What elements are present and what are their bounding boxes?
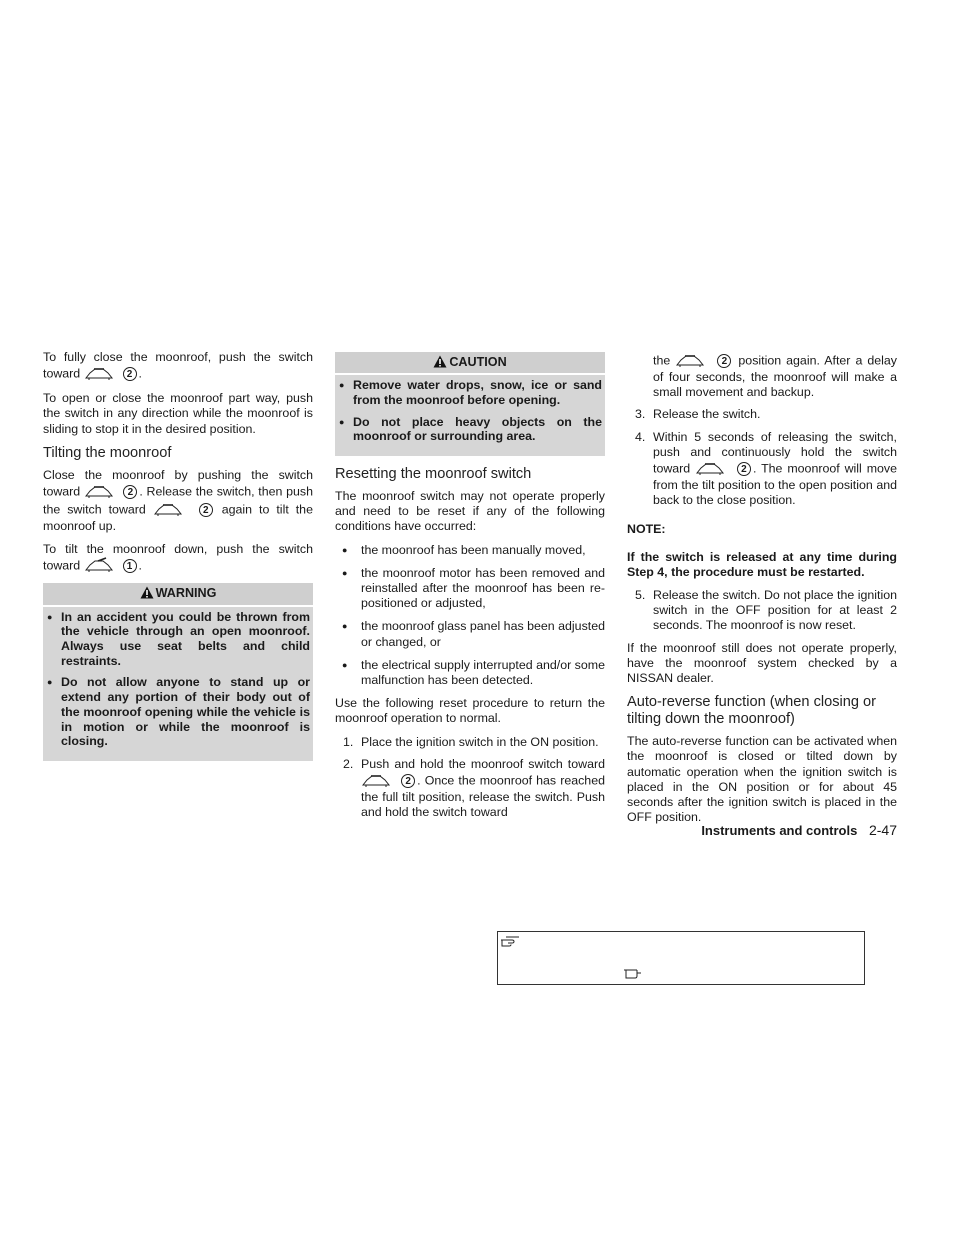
callout-2: 2 xyxy=(123,367,137,381)
paragraph-part-way: To open or close the moonroof part way, push the switch in any direction while the moonroof is sliding to stop it in the desired position. xyxy=(43,391,313,436)
list-item: ● the moonroof has been manually moved, xyxy=(335,543,605,558)
list-item: ● the electrical supply interrupted and/or some malfunction has been detected. xyxy=(335,658,605,688)
paragraph-tilt-up: Close the moonroof by pushing the switch toward 2 . Release the switch, then push the switch toward 2 again to tilt the moonroof up. xyxy=(43,467,313,534)
steps-list-continued xyxy=(627,352,897,508)
caution-item: ● Do not place heavy objects on the moonroof or surrounding area. xyxy=(335,415,605,444)
car-close-icon xyxy=(361,772,391,790)
heading-auto-reverse: Auto-reverse function (when closing or tilting down the moonroof) xyxy=(627,694,877,728)
paragraph-reset-intro: The moonroof switch may not operate properly and need to be reset if any of the following conditions have occurred: xyxy=(335,489,605,534)
conditions-list xyxy=(335,543,605,689)
paragraph-dealer: If the moonroof still does not operate properly, have the moonroof system checked by a NISSAN dealer. xyxy=(627,640,897,686)
callout-2: 2 xyxy=(717,354,731,368)
paragraph-tilt-down: To tilt the moonroof down, push the switch toward 1 . xyxy=(43,542,313,575)
warning-box xyxy=(43,583,313,761)
car-close-icon xyxy=(153,501,183,519)
callout-2: 2 xyxy=(401,774,415,788)
callout-2: 2 xyxy=(123,485,137,499)
page-footer xyxy=(600,822,897,838)
step-5: 5. Release the switch. Do not place the ignition switch in the OFF position for at least 2 seconds. The moonroof is now reset. xyxy=(635,588,897,633)
car-close-icon xyxy=(675,352,705,370)
paragraph-auto-reverse: The auto-reverse function can be activated when the moonroof is closed or tilted down by automatic operation when the ignition switch is placed in the ON position or for about 45 seconds after the ignition switch is placed in the OFF position. xyxy=(627,734,897,825)
note-text: If the switch is released at any time during Step 4, the procedure must be restarted. xyxy=(627,549,897,579)
section-title: Instruments and controls xyxy=(701,823,858,838)
pointing-hand-icon xyxy=(623,966,643,980)
warning-header: WARNING xyxy=(43,583,313,606)
heading-reset: Resetting the moonroof switch xyxy=(335,466,532,483)
step-3: 3. Release the switch. xyxy=(635,407,761,422)
page-number: 2-47 xyxy=(868,822,897,838)
column-right xyxy=(627,352,897,833)
list-item: ● the moonroof glass panel has been adjusted or changed, or xyxy=(335,619,605,649)
paragraph-procedure-intro: Use the following reset procedure to return the moonroof operation to normal. xyxy=(335,696,605,726)
column-middle xyxy=(335,352,605,827)
paragraph-fully-close: To fully close the moonroof, push the switch toward 2 . xyxy=(43,350,313,383)
reference-box xyxy=(497,931,865,985)
list-item: ● the moonroof motor has been removed and reinstalled after the moonroof has been re-positioned or adjusted, xyxy=(335,566,605,612)
warning-triangle-icon xyxy=(140,586,154,599)
step-2-continued: the 2 position again. After a delay of four seconds, the moonroof will make a small movement and backup. xyxy=(653,353,898,400)
steps-list-final xyxy=(627,588,897,634)
step-2: 2. Push and hold the moonroof switch toward 2 . Once the moonroof has reached the full tilt position, release the switch. Push and hold the switch toward xyxy=(343,756,605,820)
step-4: 4. Within 5 seconds of releasing the switch, push and continuously hold the switch toward 2 . The moonroof will move from the tilt position to the open position and back to the close position. xyxy=(635,429,898,508)
step-1: 1. Place the ignition switch in the ON position. xyxy=(343,734,599,749)
warning-item: ● Do not allow anyone to stand up or extend any portion of their body out of the moonroof opening while the vehicle is in motion or while the moonroof is closing. xyxy=(43,675,313,749)
car-close-icon xyxy=(695,460,725,478)
car-tilt-down-icon xyxy=(84,557,114,575)
note-label: NOTE: xyxy=(627,522,666,537)
column-left xyxy=(43,350,313,771)
car-close-icon xyxy=(84,365,114,383)
pointing-hand-icon xyxy=(500,934,520,948)
warning-triangle-icon xyxy=(433,355,447,368)
callout-2: 2 xyxy=(737,462,751,476)
caution-header: CAUTION xyxy=(335,352,605,375)
steps-list xyxy=(335,735,605,821)
heading-tilting: Tilting the moonroof xyxy=(43,444,172,461)
warning-item: ● In an accident you could be thrown from the vehicle through an open moonroof. Always use seat belts and child restraints. xyxy=(43,610,313,669)
caution-item: ● Remove water drops, snow, ice or sand from the moonroof before opening. xyxy=(335,378,605,407)
caution-box xyxy=(335,352,605,456)
callout-1: 1 xyxy=(123,559,137,573)
callout-2: 2 xyxy=(199,503,213,517)
car-close-icon xyxy=(84,483,114,501)
